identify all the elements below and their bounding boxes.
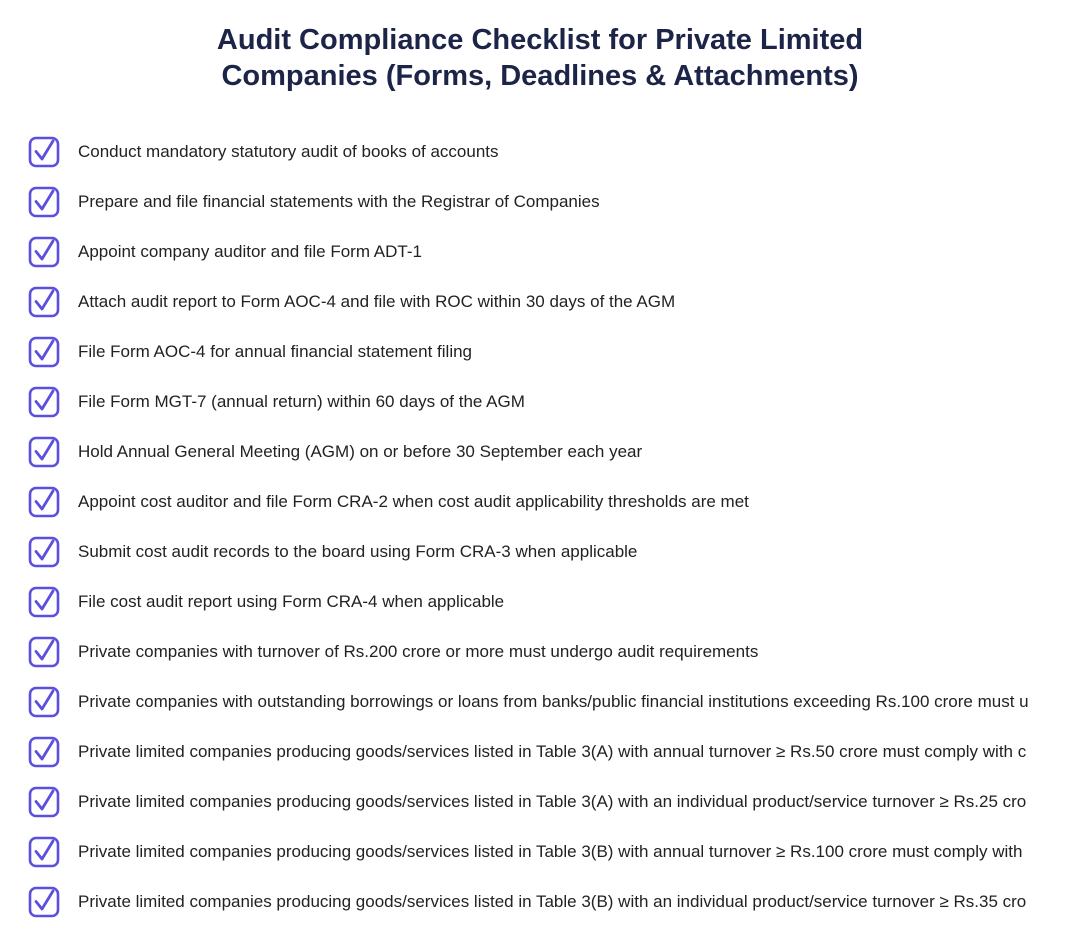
checklist-item-5 <box>0 327 1080 377</box>
checklist-item-1 <box>0 127 1080 177</box>
checkbox[interactable] <box>28 286 60 318</box>
checklist-item-label: File Form AOC-4 for annual financial statement filing <box>78 342 473 361</box>
checkbox[interactable] <box>28 486 60 518</box>
checkmark-icon <box>28 386 60 418</box>
checklist-item-label: Private limited companies producing goods/services listed in Table 3(B) with annual turnover ≥ Rs.100 crore must comply with <box>78 842 1023 861</box>
checklist-item-label: Conduct mandatory statutory audit of books of accounts <box>78 142 499 161</box>
checklist-item-label: Submit cost audit records to the board using Form CRA-3 when applicable <box>78 542 638 561</box>
checkbox[interactable] <box>28 686 60 718</box>
checklist-item-6 <box>0 377 1080 427</box>
checklist-item-11 <box>0 627 1080 677</box>
checklist-item-label: Private limited companies producing goods/services listed in Table 3(B) with an individual product/service turnover ≥ Rs.35 cro <box>78 892 1027 911</box>
checkbox[interactable] <box>28 386 60 418</box>
checkmark-icon <box>28 636 60 668</box>
checklist-item-label: Private companies with outstanding borrowings or loans from banks/public financial institutions exceeding Rs.100 crore must u <box>78 692 1029 711</box>
checkmark-icon <box>28 136 60 168</box>
checkmark-icon <box>28 536 60 568</box>
checkmark-icon <box>28 186 60 218</box>
checkbox[interactable] <box>28 786 60 818</box>
checklist-item-8 <box>0 477 1080 527</box>
checklist-item-13 <box>0 727 1080 777</box>
page-title <box>0 22 1080 94</box>
checkbox[interactable] <box>28 236 60 268</box>
checklist-item-3 <box>0 227 1080 277</box>
checkmark-icon <box>28 436 60 468</box>
checklist-item-7 <box>0 427 1080 477</box>
checklist-item-label: Appoint company auditor and file Form ADT-1 <box>78 242 422 261</box>
checkmark-icon <box>28 836 60 868</box>
checklist-item-label: File Form MGT-7 (annual return) within 60 days of the AGM <box>78 392 525 411</box>
checklist-item-label: File cost audit report using Form CRA-4 when applicable <box>78 592 505 611</box>
checklist-item-2 <box>0 177 1080 227</box>
checklist-item-10 <box>0 577 1080 627</box>
page-title-line-1: Audit Compliance Checklist for Private Limited <box>216 24 864 56</box>
checklist-item-4 <box>0 277 1080 327</box>
checklist <box>0 127 1080 927</box>
page-title-line-2: Companies (Forms, Deadlines & Attachments) <box>221 60 859 92</box>
checkmark-icon <box>28 786 60 818</box>
checkbox[interactable] <box>28 586 60 618</box>
checklist-item-label: Private companies with turnover of Rs.200 crore or more must undergo audit requirements <box>78 642 759 661</box>
checkbox[interactable] <box>28 836 60 868</box>
checkbox[interactable] <box>28 186 60 218</box>
checkmark-icon <box>28 886 60 918</box>
checkmark-icon <box>28 286 60 318</box>
checkbox[interactable] <box>28 436 60 468</box>
checklist-item-label: Private limited companies producing goods/services listed in Table 3(A) with an individual product/service turnover ≥ Rs.25 cro <box>78 792 1027 811</box>
checkmark-icon <box>28 336 60 368</box>
checklist-item-label: Hold Annual General Meeting (AGM) on or before 30 September each year <box>78 442 643 461</box>
checklist-item-label: Attach audit report to Form AOC-4 and file with ROC within 30 days of the AGM <box>78 292 676 311</box>
checkbox[interactable] <box>28 736 60 768</box>
checklist-item-label: Prepare and file financial statements with the Registrar of Companies <box>78 192 600 211</box>
checkmark-icon <box>28 736 60 768</box>
checkmark-icon <box>28 686 60 718</box>
checkbox[interactable] <box>28 136 60 168</box>
checklist-item-15 <box>0 827 1080 877</box>
checkmark-icon <box>28 236 60 268</box>
checkbox[interactable] <box>28 536 60 568</box>
checkmark-icon <box>28 486 60 518</box>
checklist-item-16 <box>0 877 1080 927</box>
checkbox[interactable] <box>28 636 60 668</box>
checklist-item-label: Appoint cost auditor and file Form CRA-2 when cost audit applicability thresholds are met <box>78 492 749 511</box>
checklist-item-12 <box>0 677 1080 727</box>
checklist-item-9 <box>0 527 1080 577</box>
checkbox[interactable] <box>28 886 60 918</box>
checklist-item-label: Private limited companies producing goods/services listed in Table 3(A) with annual turnover ≥ Rs.50 crore must comply with c <box>78 742 1027 761</box>
checkbox[interactable] <box>28 336 60 368</box>
checklist-item-14 <box>0 777 1080 827</box>
checkmark-icon <box>28 586 60 618</box>
